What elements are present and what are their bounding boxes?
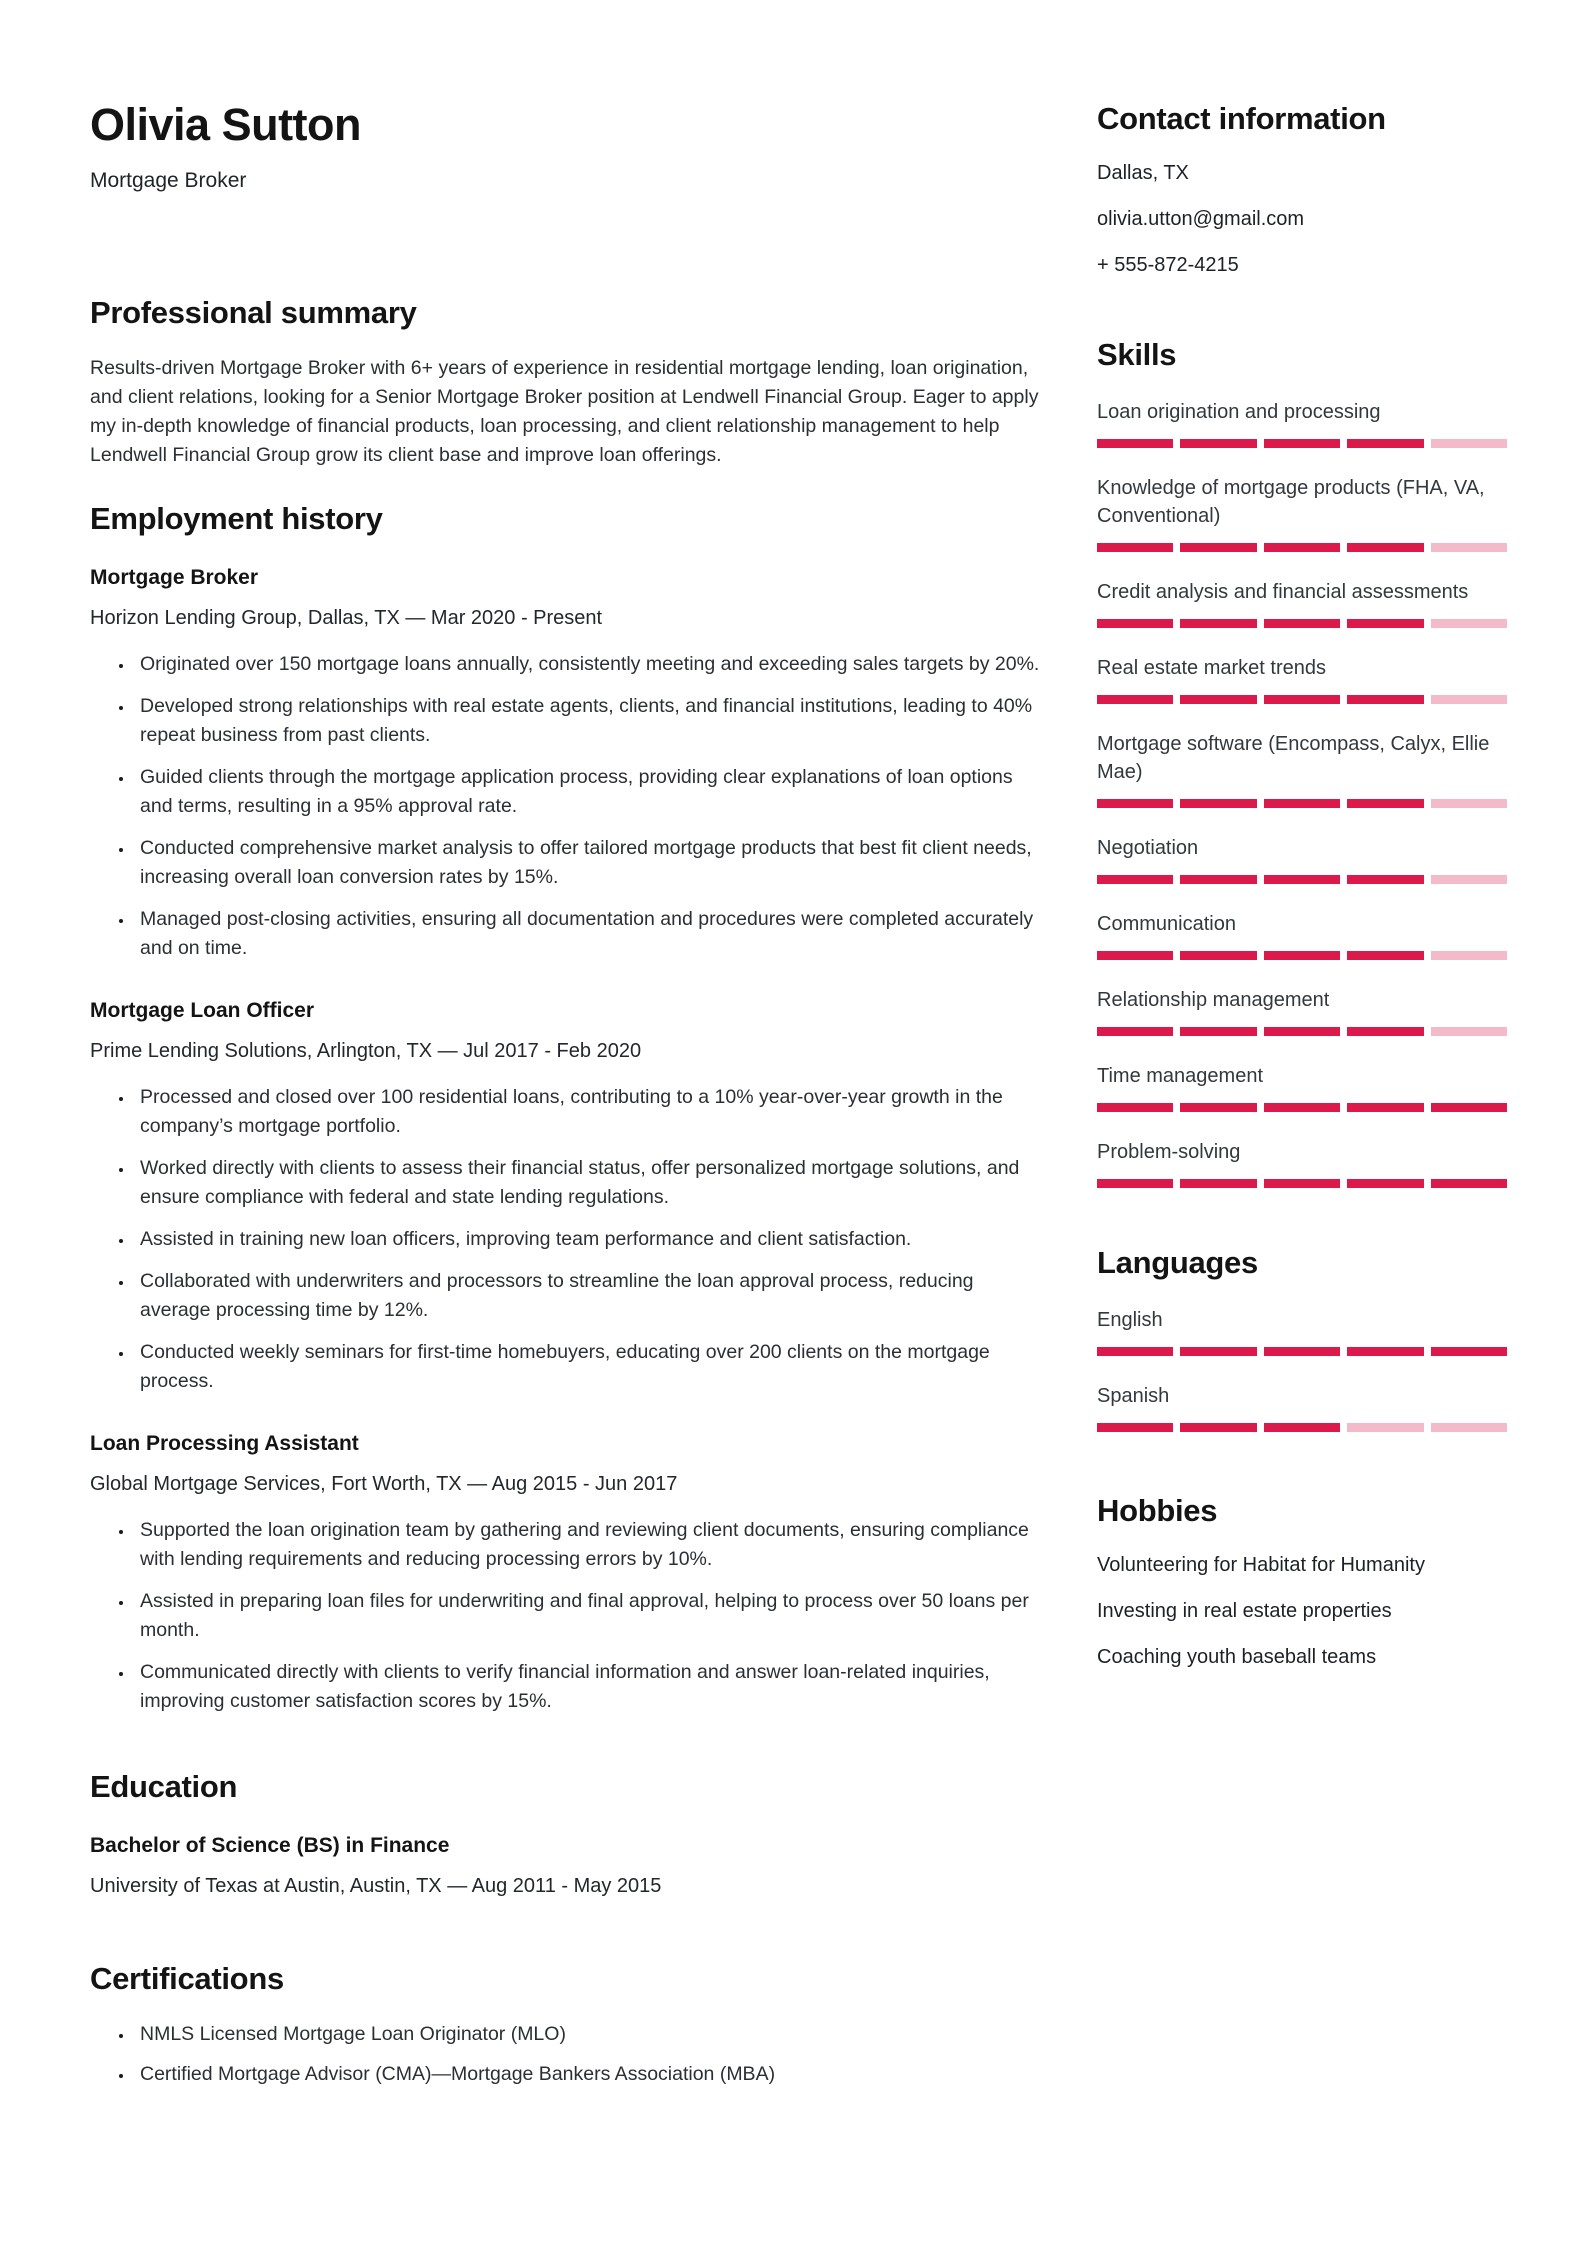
person-name: Olivia Sutton xyxy=(90,99,362,150)
level-bar-segment xyxy=(1264,799,1340,808)
language-bar xyxy=(1097,1423,1507,1432)
level-bar-segment xyxy=(1431,1027,1507,1036)
education-heading: Education xyxy=(90,1769,238,1804)
job-bullet: • Guided clients through the mortgage application process, providing clear explanations of loan options and terms, resulting in a 95% approval rate. xyxy=(134,763,1040,821)
level-bar-segment xyxy=(1431,695,1507,704)
level-bar-segment xyxy=(1347,875,1423,884)
job-meta: Prime Lending Solutions, Arlington, TX — Jul 2017 - Feb 2020 xyxy=(90,1040,642,1062)
level-bar-segment xyxy=(1431,1103,1507,1112)
summary-heading: Professional summary xyxy=(90,295,417,330)
level-bar-segment xyxy=(1347,543,1423,552)
level-bar-segment xyxy=(1264,619,1340,628)
level-bar-segment xyxy=(1264,543,1340,552)
job-bullet-list xyxy=(90,650,1040,963)
level-bar-segment xyxy=(1431,439,1507,448)
level-bar-segment xyxy=(1431,543,1507,552)
person-job-title: Mortgage Broker xyxy=(90,169,247,192)
skill-bar xyxy=(1097,619,1507,628)
skill-bar xyxy=(1097,439,1507,448)
contact-phone: + 555-872-4215 xyxy=(1097,254,1239,276)
level-bar-segment xyxy=(1431,1423,1507,1432)
skill-label: Mortgage software (Encompass, Calyx, Ellie Mae) xyxy=(1097,733,1490,783)
language-label: English xyxy=(1097,1309,1163,1331)
level-bar-segment xyxy=(1180,1347,1256,1356)
job-title: Loan Processing Assistant xyxy=(90,1432,359,1455)
skill-bar xyxy=(1097,799,1507,808)
level-bar-segment xyxy=(1431,875,1507,884)
contact-email: olivia.utton@gmail.com xyxy=(1097,208,1305,230)
hobbies-heading: Hobbies xyxy=(1097,1493,1218,1528)
level-bar-segment xyxy=(1097,799,1173,808)
level-bar-segment xyxy=(1347,799,1423,808)
level-bar-segment xyxy=(1264,875,1340,884)
level-bar-segment xyxy=(1264,951,1340,960)
skill-label: Relationship management xyxy=(1097,989,1330,1011)
skill-bar xyxy=(1097,875,1507,884)
job-meta: Global Mortgage Services, Fort Worth, TX — Aug 2015 - Jun 2017 xyxy=(90,1473,678,1495)
hobby-item: Investing in real estate properties xyxy=(1097,1600,1392,1622)
certifications-heading: Certifications xyxy=(90,1961,284,1996)
language-item xyxy=(1097,1306,1507,1356)
level-bar-segment xyxy=(1180,951,1256,960)
skills-heading: Skills xyxy=(1097,337,1177,372)
certification-item: • NMLS Licensed Mortgage Loan Originator (MLO) xyxy=(134,2020,1040,2049)
job-block xyxy=(90,564,1040,963)
job-title: Mortgage Loan Officer xyxy=(90,999,315,1022)
job-bullet: • Supported the loan origination team by gathering and reviewing client documents, ensuring compliance with lending requirements and reducing processing errors by 10%. xyxy=(134,1516,1040,1574)
level-bar-segment xyxy=(1097,619,1173,628)
level-bar-segment xyxy=(1180,1423,1256,1432)
job-bullet: • Collaborated with underwriters and processors to streamline the loan approval process, reducing average processing time by 12%. xyxy=(134,1267,1040,1325)
level-bar-segment xyxy=(1264,1103,1340,1112)
level-bar-segment xyxy=(1264,1347,1340,1356)
level-bar-segment xyxy=(1431,951,1507,960)
level-bar-segment xyxy=(1347,951,1423,960)
skill-label: Credit analysis and financial assessments xyxy=(1097,581,1469,603)
job-bullet: • Developed strong relationships with real estate agents, clients, and financial institutions, leading to 40% repeat business from past clients. xyxy=(134,692,1040,750)
contact-heading: Contact information xyxy=(1097,101,1386,136)
level-bar-segment xyxy=(1097,951,1173,960)
level-bar-segment xyxy=(1347,1103,1423,1112)
job-bullet-list xyxy=(90,1516,1040,1716)
job-bullet: • Worked directly with clients to assess their financial status, offer personalized mortgage solutions, and ensure compliance with federal and state lending regulations. xyxy=(134,1154,1040,1212)
summary-text: Results-driven Mortgage Broker with 6+ years of experience in residential mortgage lending, loan origination, and client relations, looking for a Senior Mortgage Broker position at Lendwell Financial Group. Eager to apply my in-depth knowledge of financial products, loan processing, and client relationship management to help Lendwell Financial Group grow its client base and improve loan offerings. xyxy=(90,357,1039,466)
sidebar-column xyxy=(1097,0,1507,1670)
skill-bar xyxy=(1097,695,1507,704)
skill-bar xyxy=(1097,543,1507,552)
skill-label: Loan origination and processing xyxy=(1097,401,1381,423)
level-bar-segment xyxy=(1180,1103,1256,1112)
main-column xyxy=(90,0,1040,2100)
level-bar-segment xyxy=(1180,695,1256,704)
skill-label: Real estate market trends xyxy=(1097,657,1326,679)
level-bar-segment xyxy=(1347,695,1423,704)
level-bar-segment xyxy=(1097,1027,1173,1036)
job-bullet-list xyxy=(90,1083,1040,1396)
job-bullet: • Assisted in preparing loan files for underwriting and final approval, helping to process over 50 loans per month. xyxy=(134,1587,1040,1645)
level-bar-segment xyxy=(1097,875,1173,884)
level-bar-segment xyxy=(1097,695,1173,704)
skill-bar xyxy=(1097,1103,1507,1112)
level-bar-segment xyxy=(1180,875,1256,884)
job-block xyxy=(90,997,1040,1396)
language-label: Spanish xyxy=(1097,1385,1170,1407)
skill-label: Negotiation xyxy=(1097,837,1199,859)
level-bar-segment xyxy=(1431,1347,1507,1356)
skill-item xyxy=(1097,986,1507,1036)
level-bar-segment xyxy=(1431,619,1507,628)
job-title: Mortgage Broker xyxy=(90,566,259,589)
education-meta: University of Texas at Austin, Austin, TX — Aug 2011 - May 2015 xyxy=(90,1875,662,1897)
job-bullet: • Managed post-closing activities, ensuring all documentation and procedures were completed accurately and on time. xyxy=(134,905,1040,963)
skill-item xyxy=(1097,654,1507,704)
language-bar xyxy=(1097,1347,1507,1356)
skill-item xyxy=(1097,1138,1507,1188)
level-bar-segment xyxy=(1097,1347,1173,1356)
level-bar-segment xyxy=(1264,695,1340,704)
skill-bar xyxy=(1097,1027,1507,1036)
job-block xyxy=(90,1430,1040,1716)
languages-heading: Languages xyxy=(1097,1245,1258,1280)
level-bar-segment xyxy=(1264,1027,1340,1036)
skill-label: Knowledge of mortgage products (FHA, VA, Conventional) xyxy=(1097,477,1485,527)
level-bar-segment xyxy=(1264,439,1340,448)
level-bar-segment xyxy=(1347,439,1423,448)
level-bar-segment xyxy=(1180,543,1256,552)
level-bar-segment xyxy=(1097,1423,1173,1432)
skill-label: Time management xyxy=(1097,1065,1263,1087)
skill-item xyxy=(1097,398,1507,448)
job-bullet: • Communicated directly with clients to verify financial information and answer loan-related inquiries, improving customer satisfaction scores by 15%. xyxy=(134,1658,1040,1716)
level-bar-segment xyxy=(1347,1423,1423,1432)
skill-bar xyxy=(1097,1179,1507,1188)
level-bar-segment xyxy=(1347,1179,1423,1188)
skill-item xyxy=(1097,474,1507,552)
certification-item: • Certified Mortgage Advisor (CMA)—Mortgage Bankers Association (MBA) xyxy=(134,2060,1040,2089)
level-bar-segment xyxy=(1347,1027,1423,1036)
level-bar-segment xyxy=(1180,439,1256,448)
skill-label: Problem-solving xyxy=(1097,1141,1241,1163)
skill-item xyxy=(1097,1062,1507,1112)
skill-item xyxy=(1097,730,1507,808)
level-bar-segment xyxy=(1264,1179,1340,1188)
education-degree: Bachelor of Science (BS) in Finance xyxy=(90,1834,450,1857)
level-bar-segment xyxy=(1431,799,1507,808)
level-bar-segment xyxy=(1180,619,1256,628)
level-bar-segment xyxy=(1097,439,1173,448)
employment-heading: Employment history xyxy=(90,501,383,536)
level-bar-segment xyxy=(1097,1179,1173,1188)
job-bullet: • Processed and closed over 100 residential loans, contributing to a 10% year-over-year growth in the company’s mortgage portfolio. xyxy=(134,1083,1040,1141)
language-item xyxy=(1097,1382,1507,1432)
skill-label: Communication xyxy=(1097,913,1236,935)
level-bar-segment xyxy=(1347,1347,1423,1356)
skill-item xyxy=(1097,834,1507,884)
job-bullet: • Originated over 150 mortgage loans annually, consistently meeting and exceeding sales targets by 20%. xyxy=(134,650,1040,679)
job-bullet: • Assisted in training new loan officers, improving team performance and client satisfaction. xyxy=(134,1225,1040,1254)
hobby-item: Coaching youth baseball teams xyxy=(1097,1646,1377,1668)
level-bar-segment xyxy=(1180,799,1256,808)
skill-bar xyxy=(1097,951,1507,960)
contact-location: Dallas, TX xyxy=(1097,162,1189,184)
job-bullet: • Conducted weekly seminars for first-time homebuyers, educating over 200 clients on the mortgage process. xyxy=(134,1338,1040,1396)
hobby-item: Volunteering for Habitat for Humanity xyxy=(1097,1554,1425,1576)
level-bar-segment xyxy=(1097,1103,1173,1112)
level-bar-segment xyxy=(1347,619,1423,628)
certification-list xyxy=(90,2020,1040,2089)
skill-item xyxy=(1097,910,1507,960)
level-bar-segment xyxy=(1180,1179,1256,1188)
level-bar-segment xyxy=(1264,1423,1340,1432)
skill-item xyxy=(1097,578,1507,628)
job-bullet: • Conducted comprehensive market analysis to offer tailored mortgage products that best fit client needs, increasing overall loan conversion rates by 15%. xyxy=(134,834,1040,892)
level-bar-segment xyxy=(1097,543,1173,552)
level-bar-segment xyxy=(1431,1179,1507,1188)
job-meta: Horizon Lending Group, Dallas, TX — Mar 2020 - Present xyxy=(90,607,603,629)
level-bar-segment xyxy=(1180,1027,1256,1036)
